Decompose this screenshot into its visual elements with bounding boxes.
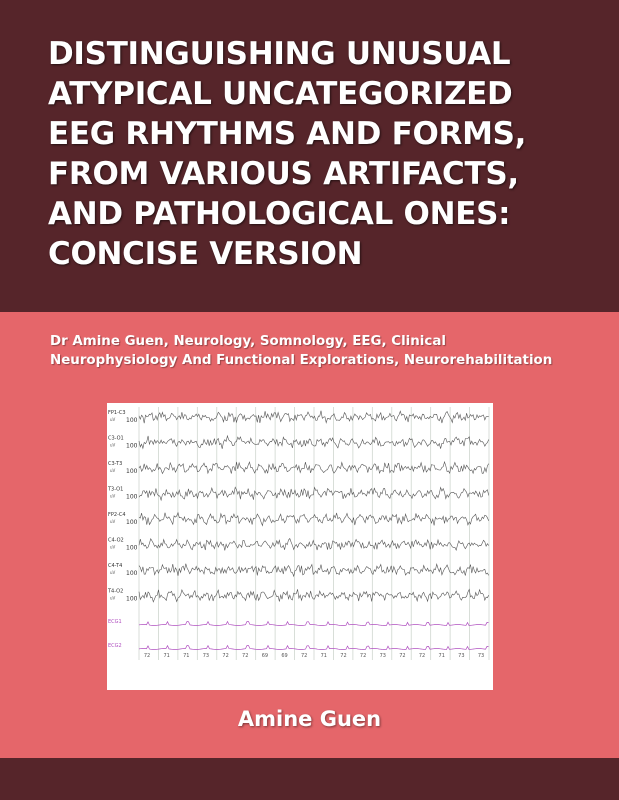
book-title: DISTINGUISHING UNUSUAL ATYPICAL UNCATEGORIZED EEG RHYTHMS AND FORMS, FROM VARIOUS ARTIFACTS, AND PATHOLOGICAL ONES: CONCISE VERSION (48, 36, 527, 272)
channel-scale: 100 (126, 493, 138, 501)
channel-label: T4-O2 (108, 588, 124, 595)
timeline-number: 69 (281, 653, 288, 659)
timeline-number: 72 (359, 653, 367, 659)
timeline-number: 71 (163, 653, 170, 659)
author-name: Amine Guen (237, 707, 382, 731)
timeline-number: 69 (261, 653, 269, 659)
channel-unit: uV (110, 493, 116, 499)
channel-unit: uV (110, 570, 116, 575)
timeline-number: 71 (320, 653, 328, 659)
channel-scale: 100 (126, 442, 138, 450)
channel-scale: 100 (126, 595, 138, 603)
channel-unit: uV (110, 544, 116, 550)
timeline-number: 72 (399, 653, 406, 659)
channel-scale: 100 (126, 570, 138, 577)
red-band (0, 312, 619, 758)
channel-label: C3-T3 (108, 461, 123, 467)
channel-scale: 100 (126, 519, 138, 526)
timeline-number: 72 (300, 653, 308, 659)
timeline-number: 73 (202, 653, 210, 659)
channel-label: FP2-C4 (108, 512, 126, 518)
bottom-band (0, 758, 619, 800)
channel-scale: 100 (126, 468, 138, 475)
timeline-number: 73 (379, 653, 386, 659)
channel-label: T3-O1 (108, 486, 124, 493)
timeline-number: 72 (222, 653, 229, 659)
ecg-label: ECG2 (108, 643, 122, 649)
channel-scale: 100 (126, 544, 138, 552)
channel-label: C4-T4 (108, 563, 123, 569)
timeline-number: 73 (458, 653, 465, 659)
timeline-number: 72 (418, 653, 426, 659)
channel-label: C3-O1 (108, 435, 124, 442)
timeline-number: 73 (477, 653, 485, 659)
timeline-number: 71 (438, 653, 445, 659)
eeg-trace-plot (107, 403, 493, 690)
timeline-number: 72 (340, 653, 347, 659)
channel-unit: uV (110, 468, 116, 473)
channel-unit: uV (110, 519, 116, 524)
channel-label: FP1-C3 (108, 410, 126, 416)
channel-scale: 100 (126, 417, 138, 424)
channel-unit: uV (110, 442, 116, 448)
ecg-label: ECG1 (108, 619, 122, 625)
eeg-recording-image (107, 403, 493, 690)
channel-label: C4-O2 (108, 537, 124, 544)
timeline-number: 71 (183, 653, 190, 659)
channel-unit: uV (110, 417, 116, 422)
title-band (0, 0, 619, 312)
timeline-number: 72 (242, 653, 249, 659)
channel-unit: uV (110, 595, 116, 601)
timeline-number: 72 (143, 653, 151, 659)
book-subtitle: Dr Amine Guen, Neurology, Somnology, EEG, Clinical Neurophysiology And Functional Explorations, Neurorehabilitation (50, 334, 553, 368)
